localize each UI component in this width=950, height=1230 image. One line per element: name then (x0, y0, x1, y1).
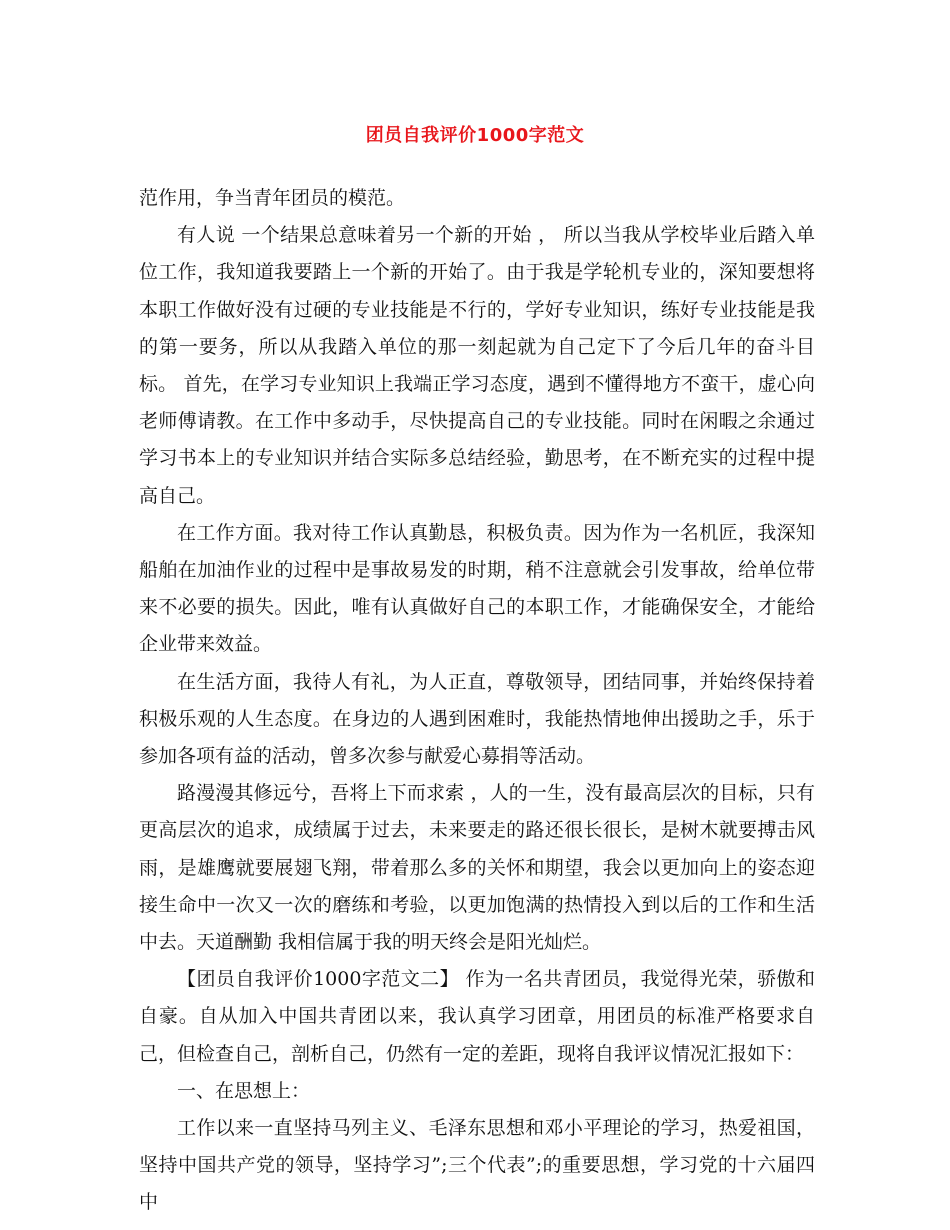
section-heading-thought: 一、在思想上： (177, 1079, 311, 1102)
paragraph-thought: 工作以来一直坚持马列主义、毛泽东思想和邓小平理论的学习，热爱祖国，坚持中国共产党的领导，坚持学习”;三个代表”;的重要思想，学习党的十六届四中 (139, 1117, 815, 1214)
document-title: 团员自我评价1000字范文 (365, 125, 585, 146)
paragraph-new-start: 有人说 一个结果总意味着另一个新的开始 ， 所以当我从学校毕业后踏入单位工作，我知道我要踏上一个新的开始了。由于我是学轮机专业的，深知要想将本职工作做好没有过硬的专业技能是不行的，学好专业知识，练好专业技能是我的第一要务，所以从我踏入单位的那一刻起就为自己定下了今后几年的奋斗目标。 首先，在学习专业知识上我端正学习态度，遇到不懂得地方不蛮干，虚心向老师傅请教。在工作中多动手，尽快提高自己的专业技能。同时在闲暇之余通过学习书本上的专业知识并结合实际多总结经验，勤思考，在不断充实的过程中提高自己。 (139, 224, 815, 507)
paragraph-work: 在工作方面。我对待工作认真勤恳，积极负责。因为作为一名机匠，我深知船舶在加油作业的过程中是事故易发的时期，稍不注意就会引发事故，给单位带来不必要的损失。因此，唯有认真做好自己的本职工作，才能确保安全，才能给企业带来效益。 (139, 521, 815, 656)
paragraph-continuation: 范作用，争当青年团员的模范。 (139, 187, 406, 209)
paragraph-second-essay-intro: 【团员自我评价1000字范文二】 作为一名共青团员，我觉得光荣，骄傲和自豪。自从加入中国共青团以来，我认真学习团章，用团员的标准严格要求自己，但检查自己，剖析自己，仍然有一定的差距，现将自我评议情况汇报如下： (139, 968, 815, 1065)
document-body (139, 180, 815, 1222)
paragraph-life: 在生活方面，我待人有礼，为人正直，尊敬领导，团结同事，并始终保持着积极乐观的人生态度。在身边的人遇到困难时，我能热情地伸出援助之手，乐于参加各项有益的活动，曾多次参与献爱心募捐等活动。 (139, 670, 815, 768)
paragraph-aspiration: 路漫漫其修远兮，吾将上下而求索 ，人的一生，没有最高层次的目标，只有更高层次的追求，成绩属于过去，未来要走的路还很长很长，是树木就要搏击风雨，是雄鹰就要展翅飞翔，带着那么多的关怀和期望，我会以更加向上的姿态迎接生命中一次又一次的磨练和考验，以更加饱满的热情投入到以后的工作和生活中去。天道酬勤 我相信属于我的明天终会是阳光灿烂。 (139, 782, 815, 954)
